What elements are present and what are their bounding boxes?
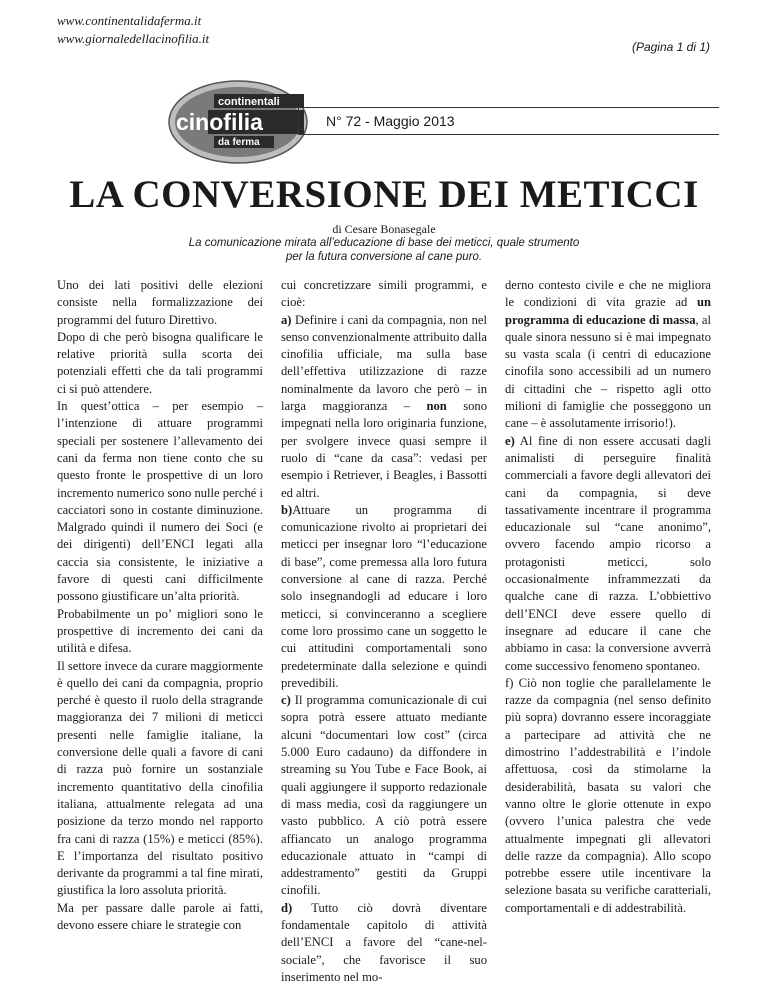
website-link-2[interactable]: www.giornaledellacinofilia.it: [57, 31, 210, 46]
point-marker: e): [505, 433, 515, 448]
point-marker: a): [281, 312, 292, 327]
header-urls: [57, 12, 209, 48]
paragraph: Uno dei lati positivi delle elezioni consiste nella formalizzazione dei programmi del futuro Direttivo.: [57, 278, 263, 327]
subtitle-line-2: per la futura conversione al cane puro.: [285, 251, 483, 263]
article-subtitle: [120, 236, 648, 264]
issue-label: N° 72 - Maggio 2013: [326, 113, 455, 129]
logo-text-top: continentali: [218, 96, 280, 108]
point-f: f) Ciò non toglie che parallelamente le razze da compagnia (nel senso definito più sopra) dovranno essere incoraggiate a partecipare ad attività che ne dimostrino l’addestrabilità e l’indole affettuosa, così da stimolarne la desiderabilità, basata su valori che vanno oltre le glorie ottenute in expo (ovvero l’unica palestra che vede attualmente impegnati gli allevatori delle razze da compagnia). Allo scopo potrebbe essere utile incentivare la selezione basata su verifiche caratteriali, comportamentali e di addestrabilità.: [505, 675, 711, 915]
subtitle-line-1: La comunicazione mirata all’educazione di base dei meticci, quale strumento: [188, 237, 580, 249]
column-3: [505, 277, 711, 917]
page-number: (Pagina 1 di 1): [631, 40, 710, 54]
logo-graphic: [168, 80, 308, 164]
point-e: [505, 433, 711, 675]
point-c: [281, 692, 487, 900]
point-text: Attuare un programma di comunicazione rivolto ai proprietari dei meticci per insegnar loro “l’educazione di base”, come premessa alla loro futura conversione al cane di razza. Perché solo insegnandogli ad educare i loro meticci, si convinceranno a scegliere come loro prossimo cane un soggetto le cui attitudini comportamentali sono predeterminate dalla selezione e quindi prevedibili.: [281, 502, 487, 690]
article-author: di Cesare Bonasegale: [332, 222, 436, 236]
logo-text-main: cinofilia: [176, 109, 263, 135]
point-d: [281, 900, 487, 986]
point-text: Definire i cani da compagnia, non nel senso convenzionalmente attribuito dalla cinofilia ufficiale, ma sulla base dell’effettiva utilizzazione di razze nominalmente da lavoro che però – in larga maggioranza –: [281, 312, 487, 414]
point-text: Al fine di non essere accusati dagli animalisti di perseguire finalità commerciali a favore degli allevatori dei cani da compagnia, si deve tassativamente incentrare il programma educazionale sul “cane anonimo”, ovvero facendo ampio ricorso a protagonisti meticci, solo occasionalmente inframmezzati da qualche cane di razza. L’obbiettivo dell’ENCI deve essere quello di insegnare ad educare il cane che abbiamo in casa: la conversione avverrà come successivo fenomeno spontaneo.: [505, 433, 711, 673]
point-text: Il programma comunicazionale di cui sopra potrà essere attuato mediante alcuni “documentari low cost” (circa 5.000 Euro cadauno) da diffondere in streaming su You Tube e Face Book, ai quali aggiungere il supporto redazionale di mass media, così da raggiungere un vasto pubblico. A ciò potrà essere affiancato un analogo programma educazionale attuato in “campi di addestramento” gestiti da Gruppi cinofili.: [281, 693, 487, 898]
point-b: [281, 502, 487, 692]
cinofilia-logo: [168, 80, 308, 164]
paragraph: Ma per passare dalle parole ai fatti, devono essere chiare le strategie con: [57, 900, 263, 932]
paragraph: Probabilmente un po’ migliori sono le prospettive di incremento dei cani da utilità e difesa.: [57, 606, 263, 656]
column-1: [57, 277, 263, 934]
bold-text: un programma di educazione di massa: [505, 295, 711, 327]
paragraph: In quest’ottica – per esempio – l’intenzione di attuare programmi speciali per sostenere l’allevamento dei cani da ferma non tiene conto che su questo fronte le prospettive di un loro incremento numerico sono nulle perché i cacciatori sono in costante diminuzione. Malgrado quindi il numero dei Soci (e dei dirigenti) dell’ENCI legati alla caccia sia consistente, le iniziative a favore di questi cani difficilmente possono giustificare un’alta priorità.: [57, 399, 263, 604]
paragraph: Il settore invece da curare maggiormente è quello dei cani da compagnia, proprio perché è questo il ruolo della stragrande maggioranza dei 7 milioni di meticci presenti nelle famiglie italiane, la conversione delle quali a favore di cani di razza può fornire un sostanziale incremento quantitativo della cinofilia italiana, attualmente relegata ad una posizione da terzo mondo nel rapporto fra cani di razza (15%) e meticci (85%). E l’importanza del risultato positivo derivante da programmi a tal fine mirati, giustifica la loro assoluta priorità.: [57, 658, 263, 898]
point-marker: d): [281, 900, 293, 915]
paragraph: cui concretizzare simili programmi, e cioè:: [281, 278, 487, 310]
article-title: LA CONVERSIONE DEI METICCI: [69, 173, 699, 216]
paragraph-text: derno contesto civile e che ne migliora le condizioni di vita grazie ad: [505, 278, 711, 310]
point-marker: c): [281, 693, 291, 708]
column-2: [281, 277, 487, 986]
point-text: sono impegnati nella loro originaria funzione, per svolgere invece quasi sempre il ruolo di “cane da casa”: vedasi per esempio i Retriever, i Beagles, i Bassotti ed altri.: [281, 399, 487, 500]
point-marker: b): [281, 502, 293, 517]
website-link-1[interactable]: www.continentalidaferma.it: [57, 13, 202, 28]
point-a: [281, 312, 487, 502]
paragraph: [505, 277, 711, 433]
paragraph-text: , al quale sinora nessuno si è mai impegnato su vasta scala (i centri di educazione cinofila sono accessibili ad un numero di cittadini che – rispetto agli otto milioni di famiglie che posseggono un cane – è assolutamente irrisorio!).: [505, 312, 711, 431]
logo-text-bottom: da ferma: [218, 137, 260, 148]
point-text: Tutto ciò dovrà diventare fondamentale capitolo di attività dell’ENCI a favore del “cane-nel-sociale”, che favorisce il suo inserimento nel mo-: [281, 900, 487, 984]
paragraph: Dopo di che però bisogna qualificare le relative priorità sulla scorta dei potenziali effetti che da tali programmi ci si può attendere.: [57, 329, 263, 396]
bold-text: non: [426, 399, 447, 414]
